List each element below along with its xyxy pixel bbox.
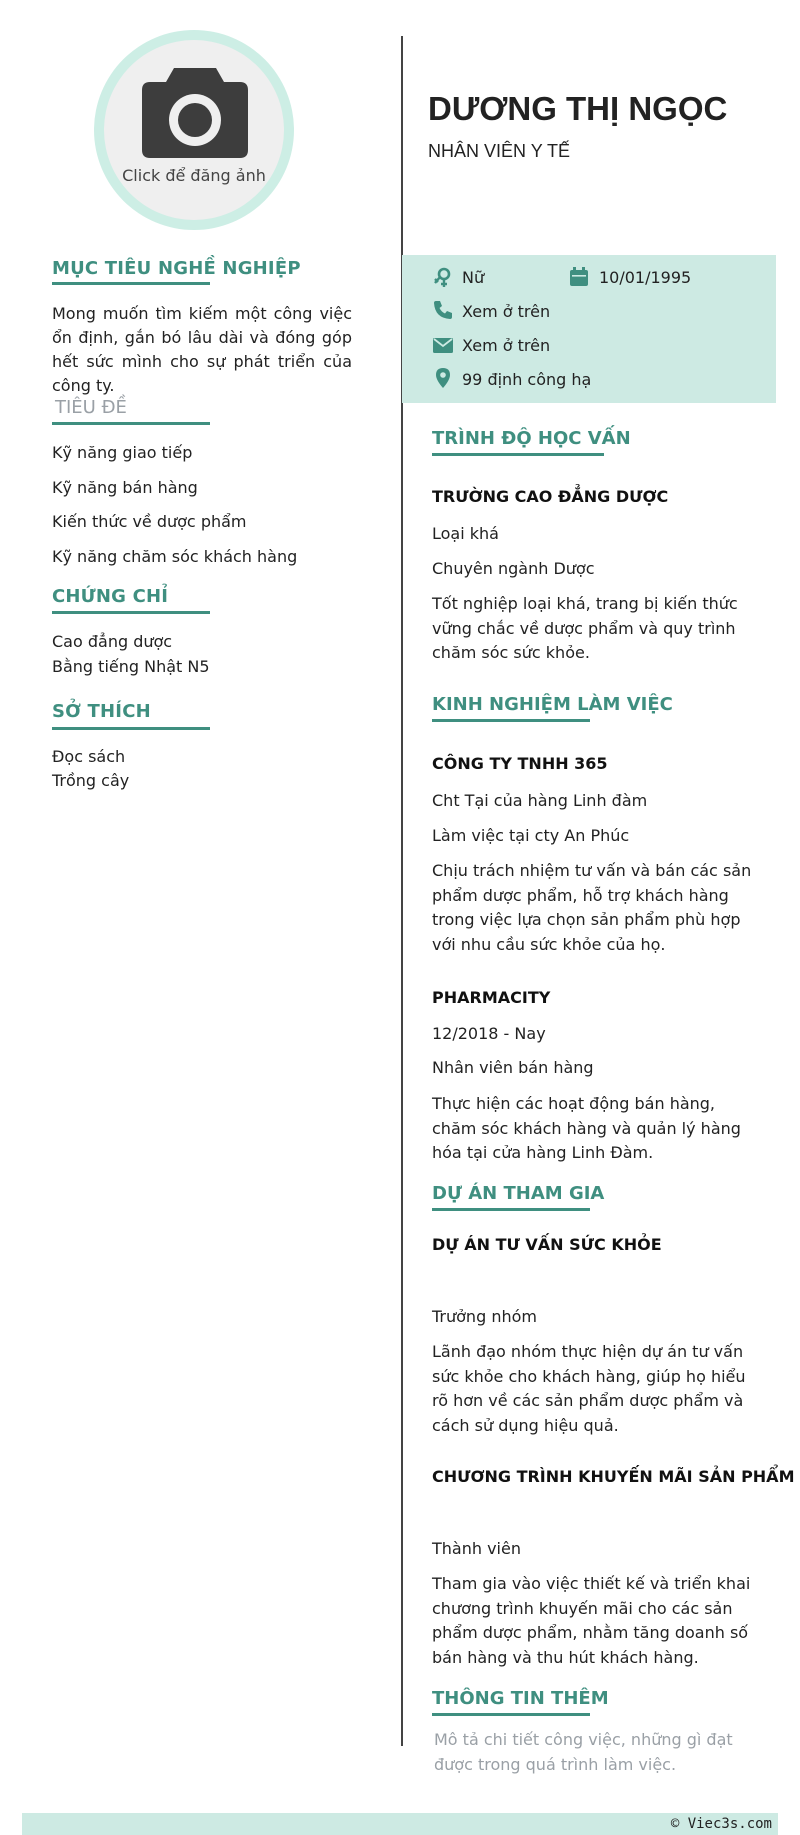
address-value: 99 định công hạ (462, 370, 592, 389)
birthday-value: 10/01/1995 (599, 268, 692, 287)
career-text: Mong muốn tìm kiếm một công việc ổn định, gắn bó lâu dài và đóng góp hết sức mình cho sự phát triển của công ty. (52, 304, 352, 395)
hobby-item: Trồng cây (52, 771, 130, 790)
camera-icon[interactable] (140, 64, 250, 160)
skills-heading-underline (52, 422, 210, 425)
projects-heading-underline (432, 1208, 590, 1211)
experience-heading: KINH NGHIỆM LÀM VIỆC (432, 694, 673, 715)
projects-heading: DỰ ÁN THAM GIA (432, 1183, 605, 1204)
gender-icon (432, 266, 454, 288)
skill-item: Kỹ năng giao tiếp (52, 443, 193, 462)
extra-heading-underline (432, 1713, 590, 1716)
job-company: CÔNG TY TNHH 365 (432, 754, 608, 773)
location-icon (432, 367, 454, 389)
project-name: DỰ ÁN TƯ VẤN SỨC KHỎE (432, 1235, 662, 1254)
gender-value: Nữ (462, 268, 485, 287)
footer-credit: © Viec3s.com (670, 1816, 772, 1832)
skill-item: Kỹ năng bán hàng (52, 478, 198, 497)
project-desc: Lãnh đạo nhóm thực hiện dự án tư vấn sức khỏe cho khách hàng, giúp họ hiểu rõ hơn về các sản phẩm dược phẩm và cách sử dụng hiệu quả. (432, 1342, 746, 1435)
experience-heading-underline (432, 719, 590, 722)
job-line: Cht Tại của hàng Linh đàm (432, 791, 648, 810)
career-heading-underline (52, 282, 210, 285)
hobbies-heading-underline (52, 727, 210, 730)
extra-heading: THÔNG TIN THÊM (432, 1688, 609, 1709)
extra-text[interactable]: Mô tả chi tiết công việc, những gì đạt được trong quá trình làm việc. (434, 1730, 733, 1774)
email-icon (432, 334, 454, 356)
skill-item: Kiến thức về dược phẩm (52, 512, 247, 531)
certs-heading-underline (52, 611, 210, 614)
education-desc: Tốt nghiệp loại khá, trang bị kiến thức vững chắc về dược phẩm và quy trình chăm sóc sức khỏe. (432, 594, 738, 662)
cert-item: Cao đẳng dược (52, 632, 173, 651)
education-grade: Loại khá (432, 524, 499, 543)
avatar-upload-label[interactable]: Click để đăng ảnh (122, 166, 266, 185)
phone-value: Xem ở trên (462, 302, 551, 321)
job-desc: Thực hiện các hoạt động bán hàng, chăm sóc khách hàng và quản lý hàng hóa tại cửa hàng Linh Đàm. (432, 1094, 741, 1162)
hobbies-heading: SỞ THÍCH (52, 701, 151, 722)
hobby-item: Đọc sách (52, 747, 126, 766)
project-name: CHƯƠNG TRÌNH KHUYẾN MÃI SẢN PHẨM (432, 1467, 795, 1486)
job-desc: Chịu trách nhiệm tư vấn và bán các sản phẩm dược phẩm, hỗ trợ khách hàng trong việc lựa chọn sản phẩm phù hợp với nhu cầu sức khỏe của họ. (432, 861, 752, 954)
certs-heading: CHỨNG CHỈ (52, 586, 169, 607)
project-role: Thành viên (432, 1539, 521, 1558)
education-major: Chuyên ngành Dược (432, 559, 595, 578)
project-desc: Tham gia vào việc thiết kế và triển khai chương trình khuyến mãi cho các sản phẩm dược phẩm, nhằm tăng doanh số bán hàng và thu hút khách hàng. (432, 1574, 751, 1667)
education-heading-underline (432, 453, 604, 456)
skills-heading: TIÊU ĐỀ (55, 397, 127, 418)
calendar-icon (568, 266, 590, 288)
project-role: Trưởng nhóm (432, 1307, 537, 1326)
footer-bar (22, 1813, 778, 1835)
job-company: PHARMACITY (432, 988, 551, 1007)
career-heading: MỤC TIÊU NGHỀ NGHIỆP (52, 258, 301, 279)
email-value: Xem ở trên (462, 336, 551, 355)
job-line: Làm việc tại cty An Phúc (432, 826, 630, 845)
skill-item: Kỹ năng chăm sóc khách hàng (52, 547, 298, 566)
candidate-name: DƯƠNG THỊ NGỌC (428, 90, 728, 127)
school-name: TRƯỜNG CAO ĐẲNG DƯỢC (432, 487, 669, 506)
job-line: 12/2018 - Nay (432, 1024, 546, 1043)
phone-icon (432, 299, 454, 321)
education-heading: TRÌNH ĐỘ HỌC VẤN (432, 428, 631, 449)
cert-item: Bằng tiếng Nhật N5 (52, 657, 210, 676)
job-line: Nhân viên bán hàng (432, 1058, 594, 1077)
candidate-title: NHÂN VIÊN Y TẾ (428, 141, 571, 161)
